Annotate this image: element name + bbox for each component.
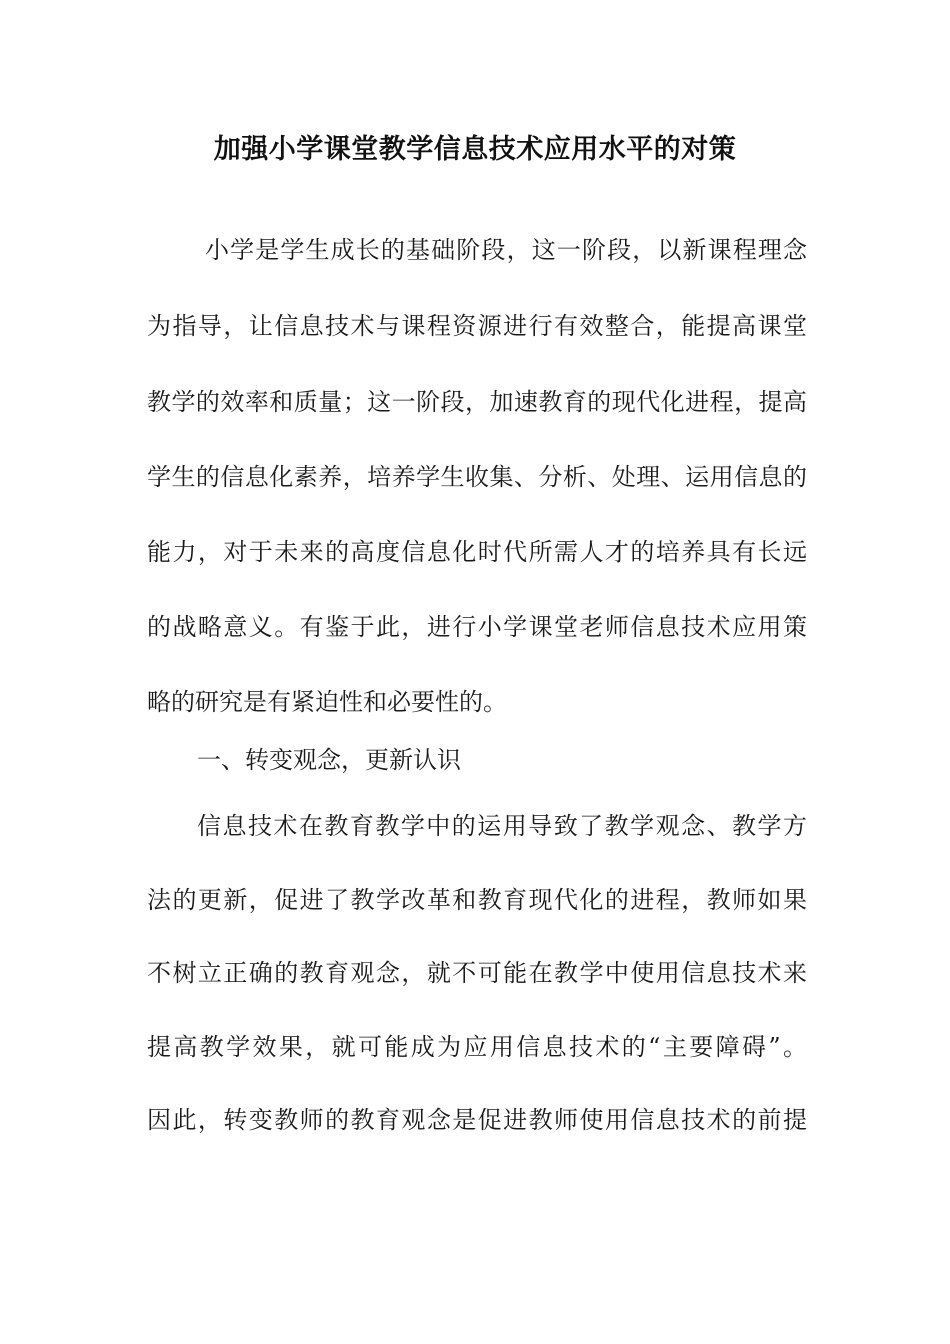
paragraph-line: 信息技术在教育教学中的运用导致了教学观念、教学方 <box>197 812 807 840</box>
document-title: 加强小学课堂教学信息技术应用水平的对策 <box>213 134 737 165</box>
paragraph-line: 略的研究是有紧迫性和必要性的。 <box>147 688 507 716</box>
paragraph-line: 提高教学效果，就可能成为应用信息技术的“主要障碍”。 <box>147 1033 807 1061</box>
paragraph-line: 学生的信息化素养，培养学生收集、分析、处理、运用信息的 <box>147 463 807 491</box>
paragraph-line: 为指导，让信息技术与课程资源进行有效整合，能提高课堂 <box>147 312 807 340</box>
paragraph-line: 因此，转变教师的教育观念是促进教师使用信息技术的前提 <box>147 1106 807 1134</box>
paragraph-line: 的战略意义。有鉴于此，进行小学课堂老师信息技术应用策 <box>147 613 807 641</box>
paragraph-line: 教学的效率和质量；这一阶段，加速教育的现代化进程，提高 <box>147 388 807 416</box>
paragraph-line: 小学是学生成长的基础阶段，这一阶段，以新课程理念 <box>205 236 807 264</box>
paragraph-line: 不树立正确的教育观念，就不可能在教学中使用信息技术来 <box>147 959 807 987</box>
paragraph-line: 能力，对于未来的高度信息化时代所需人才的培养具有长远 <box>147 538 807 566</box>
paragraph-line: 法的更新，促进了教学改革和教育现代化的进程，教师如果 <box>147 886 807 914</box>
section-heading: 一、转变观念，更新认识 <box>197 746 461 774</box>
